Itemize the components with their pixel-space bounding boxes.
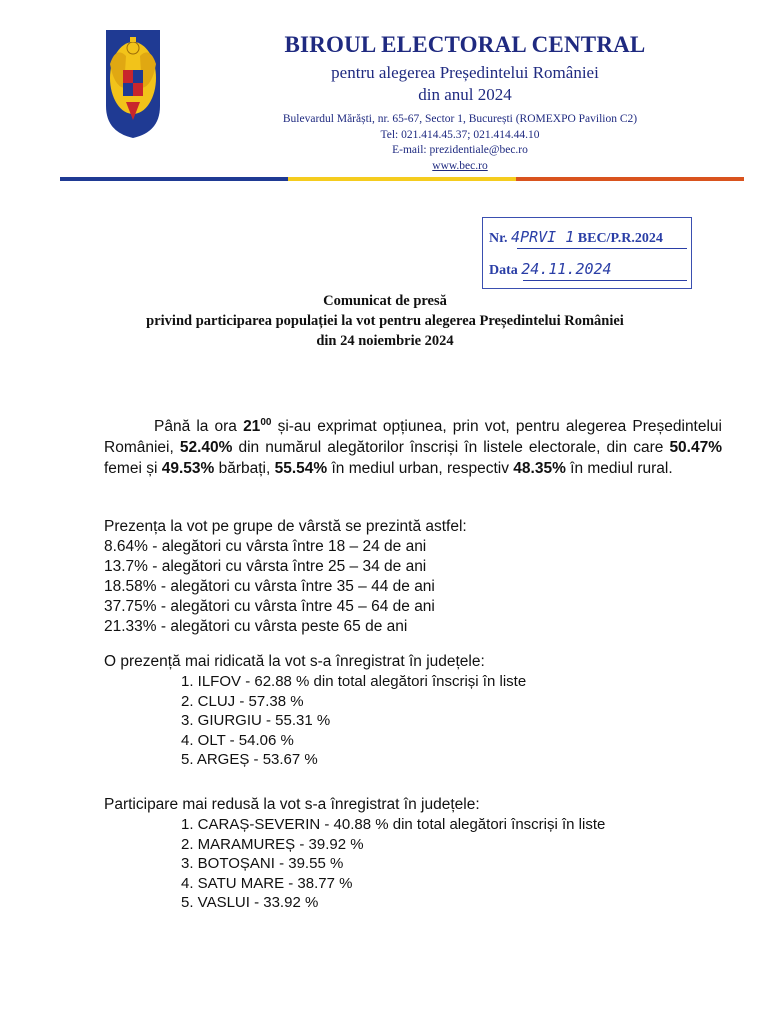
hour [243,418,271,435]
women-turnout: 50.47% [669,439,723,457]
stamp-nr-underline [517,248,687,249]
hour-minutes: 00 [260,417,272,428]
age-group-heading: Prezența la vot pe grupe de vârstă se prezintă astfel: [104,518,467,535]
men-turnout: 49.53% [161,460,215,478]
county-item: 5. ARGEȘ - 53.67 % [181,751,318,768]
divider-yellow [288,177,516,181]
stamp-number-row [489,228,663,247]
county-item: 4. SATU MARE - 38.77 % [181,874,353,892]
divider-blue [60,177,288,181]
stamp-date-label: Data [489,263,518,278]
text-run: Până la ora [154,418,244,436]
county-item: 2. MARAMUREȘ - 39.92 % [181,835,364,853]
total-turnout: 52.40% [179,439,233,457]
intro-paragraph [104,412,722,479]
high-turnout-heading: O prezență mai ridicată la vot s-a înregistrat în județele: [104,653,485,670]
rural-turnout: 48.35% [513,460,566,478]
urban-turnout: 55.54% [274,460,328,478]
institution-subtitle-line: din anul 2024 [418,85,512,104]
county-item: 3. BOTOȘANI - 39.55 % [181,855,344,872]
stamp-date-row [489,260,612,279]
title-line: Comunicat de presă [323,293,447,309]
divider-red [516,177,744,181]
registration-stamp [482,217,692,289]
county-item: 1. CARAȘ-SEVERIN - 40.88 % din total alegători înscriși în liste [181,816,606,833]
institution-subtitle-line: pentru alegerea Președintelui României [331,63,599,82]
text-run: în mediul urban, respectiv [327,460,514,478]
age-group-section [104,517,722,637]
county-item: 3. GIURGIU - 55.31 % [181,712,331,729]
county-item: 1. ILFOV - 62.88 % din total alegători înscriși în liste [181,673,527,690]
low-turnout-section [104,795,722,913]
text-run: din numărul alegătorilor înscriși în listele electorale, din care [232,439,670,457]
website-link[interactable]: www.bec.ro [432,159,488,172]
title-line: din 24 noiembrie 2024 [316,333,454,349]
county-item: 2. CLUJ - 57.38 % [181,692,304,710]
low-turnout-list [181,815,722,913]
address: Bulevardul Mărăști, nr. 65-67, Sector 1, București (ROMEXPO Pavilion C2) [282,113,638,125]
high-turnout-section [104,652,722,770]
email: E-mail: prezidentiale@bec.ro [392,144,528,156]
tricolor-divider [60,177,744,181]
stamp-date-underline [523,280,687,281]
press-release-title [80,291,690,351]
age-group-item: 18.58% - alegători cu vârsta între 35 – 44 de ani [104,578,435,595]
high-turnout-list [181,672,722,770]
romania-coat-of-arms-icon [104,28,162,140]
text-run: și-au exprimat opțiunea, prin vot, pentru alegerea Președintelui României, [104,418,722,457]
stamp-nr-label: Nr. [489,231,508,246]
text-run: bărbați, [214,460,275,478]
stamp-nr-suffix: BEC/P.R.2024 [577,231,663,246]
text-run: în mediul rural. [565,460,673,478]
institution-subtitle [270,62,660,106]
low-turnout-heading: Participare mai redusă la vot s-a înregistrat în județele: [104,796,480,813]
age-group-item: 13.7% - alegători cu vârsta între 25 – 34 de ani [104,558,427,575]
telephone: Tel: 021.414.45.37; 021.414.44.10 [380,128,540,141]
county-item: 5. VASLUI - 33.92 % [181,894,319,911]
age-group-item: 8.64% - alegători cu vârsta între 18 – 24 de ani [104,538,427,555]
stamp-nr-value: 4PRVI 1 [511,228,575,246]
title-line: privind participarea populației la vot pentru alegerea Președintelui României [146,313,624,329]
stamp-date-value: 24.11.2024 [521,260,612,278]
hour-value: 21 [243,418,261,436]
text-run: femei și [104,460,162,478]
institution-contact [250,112,670,174]
institution-title: BIROUL ELECTORAL CENTRAL [284,32,646,57]
age-group-item: 21.33% - alegători cu vârsta peste 65 de ani [104,618,408,635]
age-group-item: 37.75% - alegători cu vârsta între 45 – 64 de ani [104,598,435,615]
county-item: 4. OLT - 54.06 % [181,731,294,749]
